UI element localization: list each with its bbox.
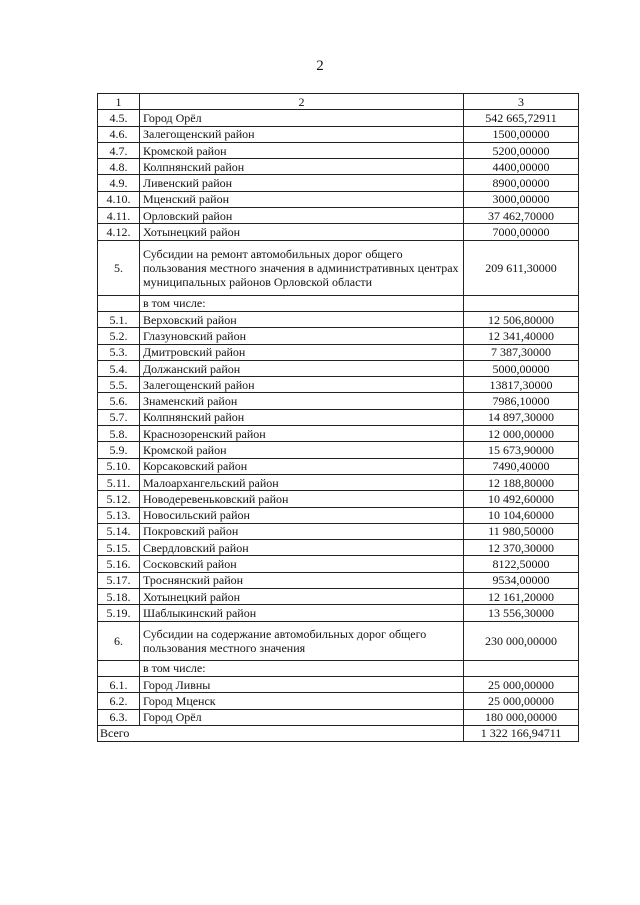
row-value: 1500,00000: [464, 126, 579, 142]
row-name: Город Ливны: [140, 676, 464, 692]
row-number: [98, 660, 140, 676]
table-row: [98, 693, 579, 709]
table-row: [98, 426, 579, 442]
row-number: 5.8.: [98, 426, 140, 442]
row-name: Город Орёл: [140, 110, 464, 126]
row-name: Краснозоренский район: [140, 426, 464, 442]
row-name: Шаблыкинский район: [140, 605, 464, 621]
row-number: 4.6.: [98, 126, 140, 142]
table-row: [98, 344, 579, 360]
row-number: 4.8.: [98, 159, 140, 175]
total-label: Всего: [98, 725, 464, 741]
table-row: [98, 409, 579, 425]
row-number: 5.9.: [98, 442, 140, 458]
row-name: Субсидии на содержание автомобильных дорог общего пользования местного значения: [140, 621, 464, 660]
row-value: 7 387,30000: [464, 344, 579, 360]
table-row: [98, 605, 579, 621]
row-value: 10 104,60000: [464, 507, 579, 523]
row-value: 12 188,80000: [464, 474, 579, 490]
row-name: Верховский район: [140, 311, 464, 327]
row-number: 5.19.: [98, 605, 140, 621]
row-number: 5.18.: [98, 589, 140, 605]
table-row: [98, 474, 579, 490]
table-row: [98, 240, 579, 295]
row-number: 4.11.: [98, 208, 140, 224]
table-row: [98, 540, 579, 556]
row-name: Свердловский район: [140, 540, 464, 556]
row-name: Орловский район: [140, 208, 464, 224]
row-value: 9534,00000: [464, 572, 579, 588]
table-row: [98, 556, 579, 572]
row-name: Новодеревеньковский район: [140, 491, 464, 507]
row-value: 8900,00000: [464, 175, 579, 191]
table-row: [98, 621, 579, 660]
row-number: 5.2.: [98, 328, 140, 344]
row-value: 15 673,90000: [464, 442, 579, 458]
row-name: Субсидии на ремонт автомобильных дорог общего пользования местного значения в административных центрах муниципальных районов Орловской области: [140, 240, 464, 295]
row-value: [464, 660, 579, 676]
row-value: 13817,30000: [464, 377, 579, 393]
row-number: 5.11.: [98, 474, 140, 490]
row-name: Город Орёл: [140, 709, 464, 725]
table-row: [98, 208, 579, 224]
row-value: 209 611,30000: [464, 240, 579, 295]
table-row: [98, 191, 579, 207]
row-name: Должанский район: [140, 360, 464, 376]
table-row: [98, 224, 579, 240]
row-number: 5.7.: [98, 409, 140, 425]
row-number: 5.1.: [98, 311, 140, 327]
table-row: [98, 142, 579, 158]
table-row: [98, 126, 579, 142]
row-name: Мценский район: [140, 191, 464, 207]
subsidy-table: [97, 93, 579, 742]
row-value: 14 897,30000: [464, 409, 579, 425]
row-number: 4.10.: [98, 191, 140, 207]
row-name: Знаменский район: [140, 393, 464, 409]
table-row: [98, 491, 579, 507]
table-row: [98, 660, 579, 676]
row-name: Залегощенский район: [140, 126, 464, 142]
table-row: [98, 709, 579, 725]
row-name: в том числе:: [140, 660, 464, 676]
row-number: 5.12.: [98, 491, 140, 507]
table-row: [98, 442, 579, 458]
row-number: 5.3.: [98, 344, 140, 360]
table-row: [98, 393, 579, 409]
table-row: [98, 572, 579, 588]
table-row: [98, 377, 579, 393]
row-number: 5.15.: [98, 540, 140, 556]
row-number: 5.10.: [98, 458, 140, 474]
row-name: Малоархангельский район: [140, 474, 464, 490]
row-number: 5.17.: [98, 572, 140, 588]
row-number: [98, 295, 140, 311]
row-value: 4400,00000: [464, 159, 579, 175]
row-value: 12 161,20000: [464, 589, 579, 605]
row-number: 5.5.: [98, 377, 140, 393]
row-name: в том числе:: [140, 295, 464, 311]
row-number: 4.5.: [98, 110, 140, 126]
row-value: 542 665,72911: [464, 110, 579, 126]
table-row: [98, 458, 579, 474]
row-name: Кромской район: [140, 442, 464, 458]
row-value: [464, 295, 579, 311]
row-value: 180 000,00000: [464, 709, 579, 725]
row-number: 4.9.: [98, 175, 140, 191]
table-row: [98, 328, 579, 344]
row-name: Хотынецкий район: [140, 224, 464, 240]
row-value: 7490,40000: [464, 458, 579, 474]
row-name: Троснянский район: [140, 572, 464, 588]
row-value: 7000,00000: [464, 224, 579, 240]
row-name: Хотынецкий район: [140, 589, 464, 605]
row-value: 12 341,40000: [464, 328, 579, 344]
row-value: 7986,10000: [464, 393, 579, 409]
header-col-1: 1: [98, 94, 140, 110]
total-value: 1 322 166,94711: [464, 725, 579, 741]
row-number: 4.12.: [98, 224, 140, 240]
row-value: 5000,00000: [464, 360, 579, 376]
page-number: 2: [316, 58, 324, 74]
row-name: Покровский район: [140, 523, 464, 539]
row-name: Глазуновский район: [140, 328, 464, 344]
table-header: [98, 94, 579, 110]
row-name: Город Мценск: [140, 693, 464, 709]
row-number: 5.14.: [98, 523, 140, 539]
table-row: [98, 295, 579, 311]
row-number: 6.: [98, 621, 140, 660]
row-value: 12 506,80000: [464, 311, 579, 327]
row-name: Корсаковский район: [140, 458, 464, 474]
row-number: 5.13.: [98, 507, 140, 523]
table-row: [98, 676, 579, 692]
total-row: [98, 725, 579, 741]
row-value: 10 492,60000: [464, 491, 579, 507]
row-number: 6.3.: [98, 709, 140, 725]
header-row: [98, 94, 579, 110]
row-name: Кромской район: [140, 142, 464, 158]
table-row: [98, 159, 579, 175]
row-value: 25 000,00000: [464, 676, 579, 692]
row-name: Дмитровский район: [140, 344, 464, 360]
row-value: 11 980,50000: [464, 523, 579, 539]
row-value: 25 000,00000: [464, 693, 579, 709]
row-value: 230 000,00000: [464, 621, 579, 660]
row-number: 5.: [98, 240, 140, 295]
row-number: 5.6.: [98, 393, 140, 409]
row-value: 5200,00000: [464, 142, 579, 158]
row-value: 13 556,30000: [464, 605, 579, 621]
row-number: 5.16.: [98, 556, 140, 572]
row-number: 5.4.: [98, 360, 140, 376]
row-name: Залегощенский район: [140, 377, 464, 393]
row-name: Новосильский район: [140, 507, 464, 523]
row-value: 8122,50000: [464, 556, 579, 572]
table-row: [98, 360, 579, 376]
table-row: [98, 523, 579, 539]
table-row: [98, 175, 579, 191]
row-name: Ливенский район: [140, 175, 464, 191]
table-body: [98, 110, 579, 742]
row-name: Колпнянский район: [140, 159, 464, 175]
row-name: Сосковский район: [140, 556, 464, 572]
row-value: 3000,00000: [464, 191, 579, 207]
table-row: [98, 589, 579, 605]
table-row: [98, 311, 579, 327]
row-value: 37 462,70000: [464, 208, 579, 224]
row-value: 12 000,00000: [464, 426, 579, 442]
row-number: 6.1.: [98, 676, 140, 692]
header-col-2: 2: [140, 94, 464, 110]
row-name: Колпнянский район: [140, 409, 464, 425]
table-row: [98, 110, 579, 126]
row-number: 4.7.: [98, 142, 140, 158]
header-col-3: 3: [464, 94, 579, 110]
row-value: 12 370,30000: [464, 540, 579, 556]
row-number: 6.2.: [98, 693, 140, 709]
table-row: [98, 507, 579, 523]
